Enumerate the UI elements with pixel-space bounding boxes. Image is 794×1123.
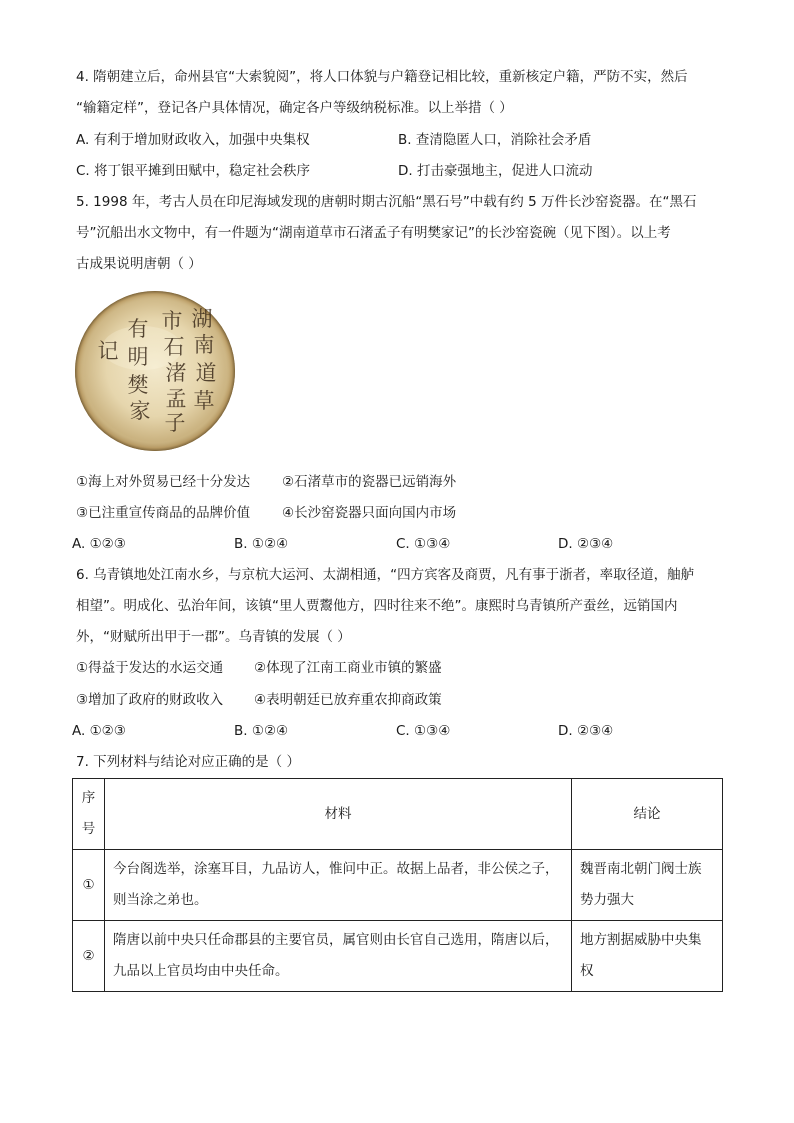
row-conclusion: 地方割据威胁中央集权 <box>572 921 723 992</box>
svg-text:湖: 湖 <box>191 307 213 331</box>
q7-material-table <box>72 778 723 992</box>
q4-option-d[interactable]: D. 打击豪强地主，促进人口流动 <box>398 163 593 179</box>
q4-option-c[interactable]: C. 将丁银平摊到田赋中，稳定社会秩序 <box>76 163 311 179</box>
q6-option-a[interactable]: A. ①②③ <box>72 723 126 739</box>
svg-text:道: 道 <box>195 361 217 385</box>
q5-stem-line1: 5. 1998 年，考古人员在印尼海域发现的唐朝时期古沉船“黑石号”中载有约 5 万件长沙窑瓷器。在“黑石 <box>76 194 697 210</box>
q6-option-d[interactable]: D. ②③④ <box>558 723 614 739</box>
row-no: ① <box>73 850 105 921</box>
q5-option-c[interactable]: C. ①③④ <box>396 536 451 552</box>
q5-statement-1: ①海上对外贸易已经十分发达 <box>76 474 251 490</box>
svg-text:家: 家 <box>129 399 151 423</box>
svg-text:市: 市 <box>161 309 183 333</box>
svg-text:石: 石 <box>163 335 185 359</box>
q4-stem-line1: 4. 隋朝建立后，命州县官“大索貌阅”，将人口体貌与户籍登记相比较，重新核定户籍，严防不实，然后 <box>76 69 688 85</box>
q5-option-b[interactable]: B. ①②④ <box>234 536 289 552</box>
table-header-row <box>73 779 723 850</box>
q5-statement-3: ③已注重宣传商品的品牌价值 <box>76 505 251 521</box>
q6-option-c[interactable]: C. ①③④ <box>396 723 451 739</box>
q5-stem-line3: 古成果说明唐朝（ ） <box>76 256 202 272</box>
row-material: 今台阁选举，涂塞耳目，九品访人，惟问中正。故据上品者，非公侯之子，则当涂之弟也。 <box>105 850 572 921</box>
svg-text:草: 草 <box>193 389 215 413</box>
svg-text:孟: 孟 <box>165 387 187 411</box>
svg-text:记: 记 <box>97 339 119 363</box>
q4-option-a[interactable]: A. 有利于增加财政收入，加强中央集权 <box>76 132 310 148</box>
q5-option-d[interactable]: D. ②③④ <box>558 536 614 552</box>
header-no: 序号 <box>73 779 105 850</box>
q5-option-a[interactable]: A. ①②③ <box>72 536 126 552</box>
q6-statement-3: ③增加了政府的财政收入 <box>76 692 224 708</box>
svg-text:南: 南 <box>193 333 215 357</box>
row-no: ② <box>73 921 105 992</box>
table-row <box>73 921 723 992</box>
svg-text:樊: 樊 <box>127 373 149 397</box>
q5-statement-2: ②石渚草市的瓷器已远销海外 <box>282 474 457 490</box>
header-material: 材料 <box>105 779 572 850</box>
q6-statement-2: ②体现了江南工商业市镇的繁盛 <box>254 660 442 676</box>
q6-statement-1: ①得益于发达的水运交通 <box>76 660 224 676</box>
svg-text:渚: 渚 <box>165 361 187 385</box>
q6-stem-line2: 相望”。明成化、弘治年间，该镇“里人贾鬻他方，四时往来不绝”。康熙时乌青镇所产蚕丝，远销国内 <box>76 598 678 614</box>
svg-text:子: 子 <box>164 411 186 435</box>
q4-stem-line2: “输籍定样”，登记各户具体情况，确定各户等级纳税标准。以上举措（ ） <box>76 100 513 116</box>
q5-stem-line2: 号”沉船出水文物中，有一件题为“湖南道草市石渚孟子有明樊家记”的长沙窑瓷碗（见下图）。以上考 <box>76 225 671 241</box>
q6-stem-line1: 6. 乌青镇地处江南水乡，与京杭大运河、太湖相通，“四方宾客及商贾，凡有事于浙者，率取径道，舳舻 <box>76 567 695 583</box>
q6-statement-4: ④表明朝廷已放弃重农抑商政策 <box>254 692 442 708</box>
svg-text:有: 有 <box>127 317 149 341</box>
q4-option-b[interactable]: B. 查清隐匿人口，消除社会矛盾 <box>398 132 592 148</box>
q6-stem-line3: 外，“财赋所出甲于一郡”。乌青镇的发展（ ） <box>76 629 351 645</box>
q5-statement-4: ④长沙窑瓷器只面向国内市场 <box>282 505 457 521</box>
q6-option-b[interactable]: B. ①②④ <box>234 723 289 739</box>
row-material: 隋唐以前中央只任命郡县的主要官员，属官则由长官自己选用，隋唐以后，九品以上官员均由中央任命。 <box>105 921 572 992</box>
svg-text:明: 明 <box>127 345 149 369</box>
table-row <box>73 850 723 921</box>
changsha-kiln-bowl-image <box>72 288 238 454</box>
row-conclusion: 魏晋南北朝门阀士族势力强大 <box>572 850 723 921</box>
q7-stem: 7. 下列材料与结论对应正确的是（ ） <box>76 754 300 770</box>
header-conclusion: 结论 <box>572 779 723 850</box>
